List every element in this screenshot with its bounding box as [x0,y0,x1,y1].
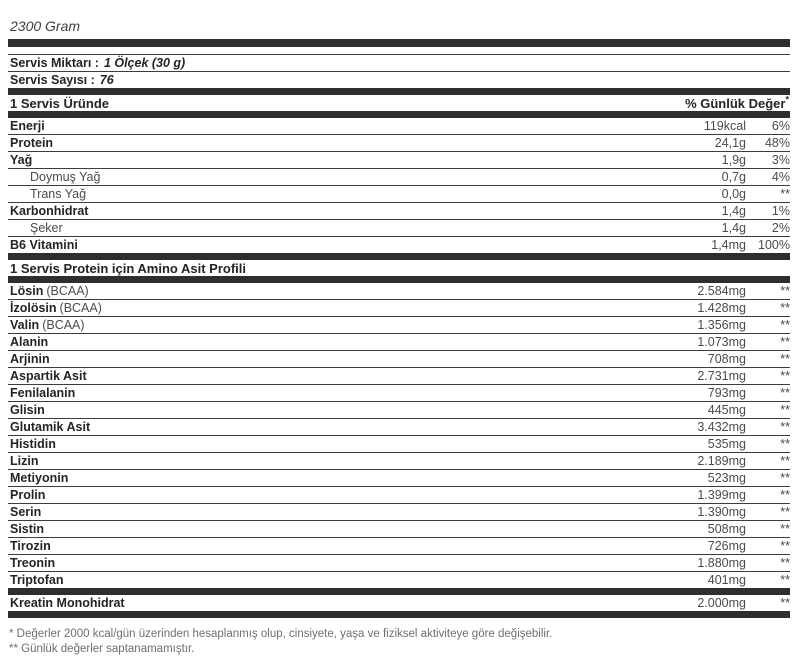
amino-rows [8,283,790,588]
product-weight: 2300 Gram [10,18,81,34]
row-label: Tirozin [10,539,51,553]
row-daily-value: ** [780,318,790,332]
divider-bar [8,111,790,118]
table-row [8,572,790,588]
amino-header-row [8,260,790,276]
row-label: Fenilalanin [10,386,76,400]
row-amount: 0,7g [721,170,746,184]
row-label: İzolösin [10,301,57,315]
table-row [8,237,790,253]
servings-per-container-row [8,72,790,88]
row-label: Sistin [10,522,45,536]
row-label: Protein [10,136,54,150]
daily-value-header [685,96,789,111]
row-daily-value: 6% [771,119,790,133]
row-daily-value: 4% [771,170,790,184]
row-daily-value: 2% [771,221,790,235]
row-amount: 119kcal [703,119,746,133]
row-label-suffix: (BCAA) [46,284,89,298]
row-amount: 1.880mg [697,556,746,570]
row-amount: 726mg [707,539,746,553]
row-label: Treonin [10,556,56,570]
table-row [8,186,790,203]
divider-bar-top [8,39,790,47]
row-amount: 1.356mg [697,318,746,332]
row-amount: 2.584mg [697,284,746,298]
label-inner [8,18,790,657]
table-row [8,487,790,504]
row-daily-value: ** [780,335,790,349]
row-daily-value: ** [780,403,790,417]
divider-bar [8,253,790,260]
row-daily-value: ** [780,539,790,553]
row-daily-value: ** [780,386,790,400]
row-amount: 708mg [707,352,746,366]
divider-bar [8,88,790,95]
row-daily-value: ** [780,573,790,587]
row-amount: 1,4mg [711,238,746,252]
nutrition-header-row [8,95,790,111]
row-daily-value: ** [780,420,790,434]
row-amount: 1,9g [721,153,746,167]
row-label: Yağ [10,153,33,167]
row-label: Arjinin [10,352,50,366]
row-label-suffix: (BCAA) [42,318,85,332]
row-amount: 445mg [707,403,746,417]
table-row [8,283,790,300]
row-label: Glisin [10,403,45,417]
row-daily-value: ** [780,488,790,502]
row-label: B6 Vitamini [10,238,78,252]
row-label: Aspartik Asit [10,369,87,383]
footnotes [8,627,790,657]
row-label: Valin [10,318,40,332]
row-daily-value: 48% [764,136,790,150]
row-daily-value: ** [780,284,790,298]
table-row [8,152,790,169]
table-row [8,334,790,351]
servings-per-container-label: Servis Sayısı : [10,73,95,87]
servings-per-container-value: 76 [99,73,114,87]
row-label: Glutamik Asit [10,420,91,434]
row-label: Histidin [10,437,56,451]
row-amount: 2.000mg [697,596,746,610]
row-amount: 1.390mg [697,505,746,519]
row-amount: 1.399mg [697,488,746,502]
row-label: Triptofan [10,573,64,587]
row-label-suffix: (BCAA) [59,301,102,315]
nutrition-rows [8,118,790,253]
row-label: Alanin [10,335,49,349]
divider-bar [8,588,790,595]
row-amount: 793mg [707,386,746,400]
row-label: Şeker [30,221,63,235]
row-label: Serin [10,505,42,519]
table-row [8,538,790,555]
per-serving-header: 1 Servis Üründe [10,95,109,111]
row-daily-value: ** [780,522,790,536]
row-label: Karbonhidrat [10,204,89,218]
row-amount: 523mg [707,471,746,485]
row-amount: 2.731mg [697,369,746,383]
row-amount: 3.432mg [697,420,746,434]
row-label: Lösin [10,284,44,298]
footnote-not-established: ** Günlük değerler saptanamamıştır. [9,643,195,655]
row-amount: 1,4g [721,221,746,235]
divider-bar [8,276,790,283]
row-daily-value: ** [780,301,790,315]
row-daily-value: ** [780,369,790,383]
row-label: Prolin [10,488,46,502]
extra-rows [8,595,790,611]
table-row [8,220,790,237]
daily-value-header-text: % Günlük Değer [685,95,786,111]
row-daily-value: 3% [771,153,790,167]
daily-value-asterisk: * [785,94,789,105]
row-daily-value: ** [780,596,790,610]
row-amount: 24,1g [714,136,746,150]
row-amount: 1.428mg [697,301,746,315]
table-row [8,453,790,470]
row-amount: 2.189mg [697,454,746,468]
serving-size-label: Servis Miktarı : [10,56,99,70]
table-row [8,300,790,317]
table-row [8,402,790,419]
table-row [8,317,790,334]
table-row [8,135,790,152]
amino-profile-header: 1 Servis Protein için Amino Asit Profili [10,260,246,276]
row-label: Kreatin Monohidrat [10,596,125,610]
table-row [8,504,790,521]
serving-size-value: 1 Ölçek (30 g) [103,56,186,70]
serving-size-row [8,55,790,72]
serving-info-table [8,54,790,88]
table-row [8,351,790,368]
row-label: Enerji [10,119,45,133]
row-amount: 1.073mg [697,335,746,349]
footnote-daily-values: * Değerler 2000 kcal/gün üzerinden hesaplanmış olup, cinsiyete, yaşa ve fiziksel aktiviteye göre değişebilir. [9,628,553,640]
table-row [8,521,790,538]
row-label: Doymuş Yağ [30,170,101,184]
table-row [8,436,790,453]
row-amount: 1,4g [721,204,746,218]
spacer [8,47,790,54]
row-daily-value: ** [780,187,790,201]
table-row [8,368,790,385]
row-daily-value: ** [780,437,790,451]
row-daily-value: 100% [758,238,790,252]
row-label: Trans Yağ [30,187,87,201]
row-daily-value: 1% [771,204,790,218]
table-row [8,470,790,487]
table-row [8,385,790,402]
table-row [8,419,790,436]
row-daily-value: ** [780,352,790,366]
table-row [8,169,790,186]
row-label: Lizin [10,454,39,468]
row-amount: 535mg [707,437,746,451]
row-daily-value: ** [780,471,790,485]
divider-bar-bottom [8,611,790,618]
table-row [8,203,790,220]
row-label: Metiyonin [10,471,69,485]
table-row [8,555,790,572]
row-amount: 508mg [707,522,746,536]
row-daily-value: ** [780,556,790,570]
table-row [8,118,790,135]
row-daily-value: ** [780,454,790,468]
row-daily-value: ** [780,505,790,519]
row-amount: 401mg [707,573,746,587]
row-amount: 0,0g [721,187,746,201]
table-row [8,595,790,611]
